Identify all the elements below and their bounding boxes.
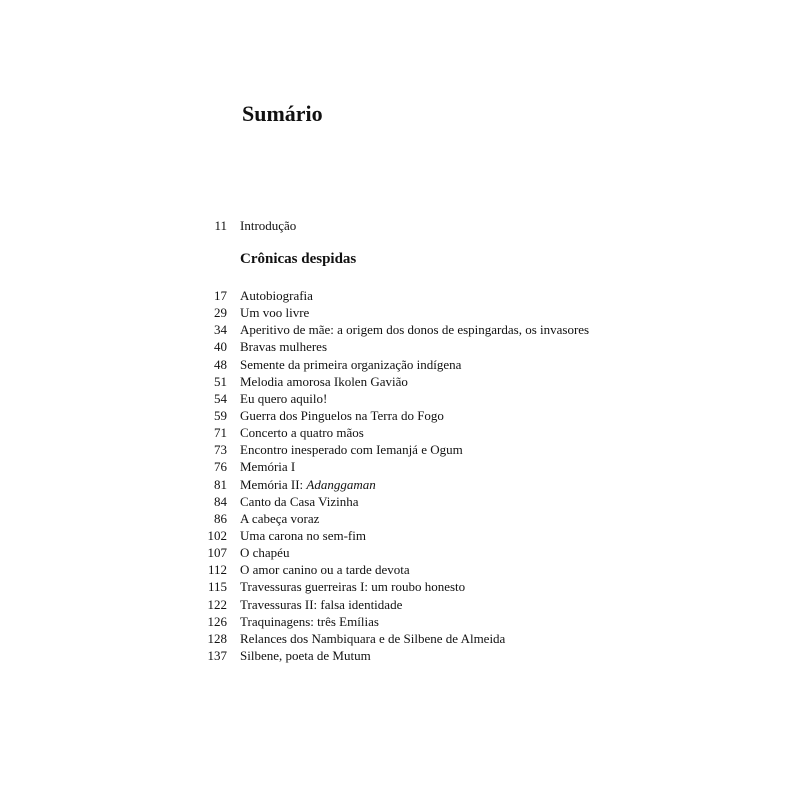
toc-page-number: 81 [214,476,227,492]
toc-entry [0,476,800,493]
toc-page-number: 86 [214,510,227,526]
toc-entry [0,630,800,647]
toc-entry-label: Memória I [240,459,296,475]
toc-page-number: 59 [214,407,227,423]
toc-page-number: 29 [214,305,227,321]
toc-entry [0,321,800,338]
toc-page-number: 137 [207,647,227,663]
toc-entry [0,424,800,441]
toc-entry-label: Encontro inesperado com Iemanjá e Ogum [240,442,463,458]
toc-page-number: 126 [207,613,227,629]
page-title: Sumário [242,101,323,126]
toc-entry [0,561,800,578]
toc-entry-label: Um voo livre [240,305,310,321]
toc-entry [0,390,800,407]
toc-entry-label: Eu quero aquilo! [240,390,328,406]
toc-entry [0,373,800,390]
toc-page-number: 51 [214,373,227,389]
toc-entry [0,578,800,595]
toc-entry-label: Introdução [240,218,297,233]
toc-entry-label: Travessuras II: falsa identidade [240,596,403,612]
toc-page-number: 76 [214,459,227,475]
toc-page-number: 128 [207,630,227,646]
toc-page-number: 73 [214,442,227,458]
toc-page-number: 112 [207,562,227,578]
toc-page-number: 17 [214,288,227,303]
toc-entry [0,458,800,475]
toc-entry [0,596,800,613]
toc-entry-label: A cabeça voraz [240,510,320,526]
toc-entry [0,356,800,373]
toc-entry-label: O amor canino ou a tarde devota [240,562,410,578]
toc-page-number: 107 [207,545,227,561]
toc-entry [0,338,800,355]
toc-entry [0,441,800,458]
toc-entry [0,407,800,424]
toc-entry-label: Semente da primeira organização indígena [240,356,462,372]
toc-entry-label: Uma carona no sem-fim [240,527,366,543]
toc-page-number: 71 [214,425,227,441]
toc-entry [0,510,800,527]
toc-page-number: 115 [207,579,227,595]
toc-entry [0,647,800,664]
toc-list [0,287,800,664]
toc-entry-label: Travessuras guerreiras I: um roubo honesto [240,579,466,595]
toc-entry [0,287,800,304]
toc-page-number: 40 [214,339,227,355]
toc-page-number: 34 [214,322,227,338]
toc-entry-label [240,476,376,493]
toc-page-number: 122 [207,596,227,612]
toc-entry-label: Concerto a quatro mãos [240,425,364,441]
toc-entry-label: Silbene, poeta de Mutum [240,647,371,663]
toc-page-number: 48 [214,356,227,372]
toc-entry-label: Bravas mulheres [240,339,328,355]
toc-entry-label: Relances dos Nambiquara e de Silbene de Almeida [240,630,506,646]
toc-entry-label: Guerra dos Pinguelos na Terra do Fogo [240,407,444,423]
toc-page-number: 84 [214,493,227,509]
toc-entry [0,493,800,510]
toc-entry-label: Autobiografia [240,288,313,303]
toc-entry [0,527,800,544]
toc-entry-label: Canto da Casa Vizinha [240,493,359,509]
toc-page-number: 54 [214,390,227,406]
toc-entry-label: Aperitivo de mãe: a origem dos donos de espingardas, os invasores [240,322,590,338]
toc-entry-label: Traquinagens: três Emílias [240,613,379,629]
toc-page-number: 11 [214,218,227,233]
toc-entry-label: O chapéu [240,545,290,561]
toc-page-number: 102 [207,527,227,543]
toc-entry-label-italic: Adanggaman [306,476,376,492]
section-heading: Crônicas despidas [240,251,357,267]
toc-entry-label-text: Memória II: [240,476,307,492]
toc-entry [0,304,800,321]
toc-entry [0,613,800,630]
toc-entry-label: Melodia amorosa Ikolen Gavião [240,373,408,389]
toc-entry [0,544,800,561]
